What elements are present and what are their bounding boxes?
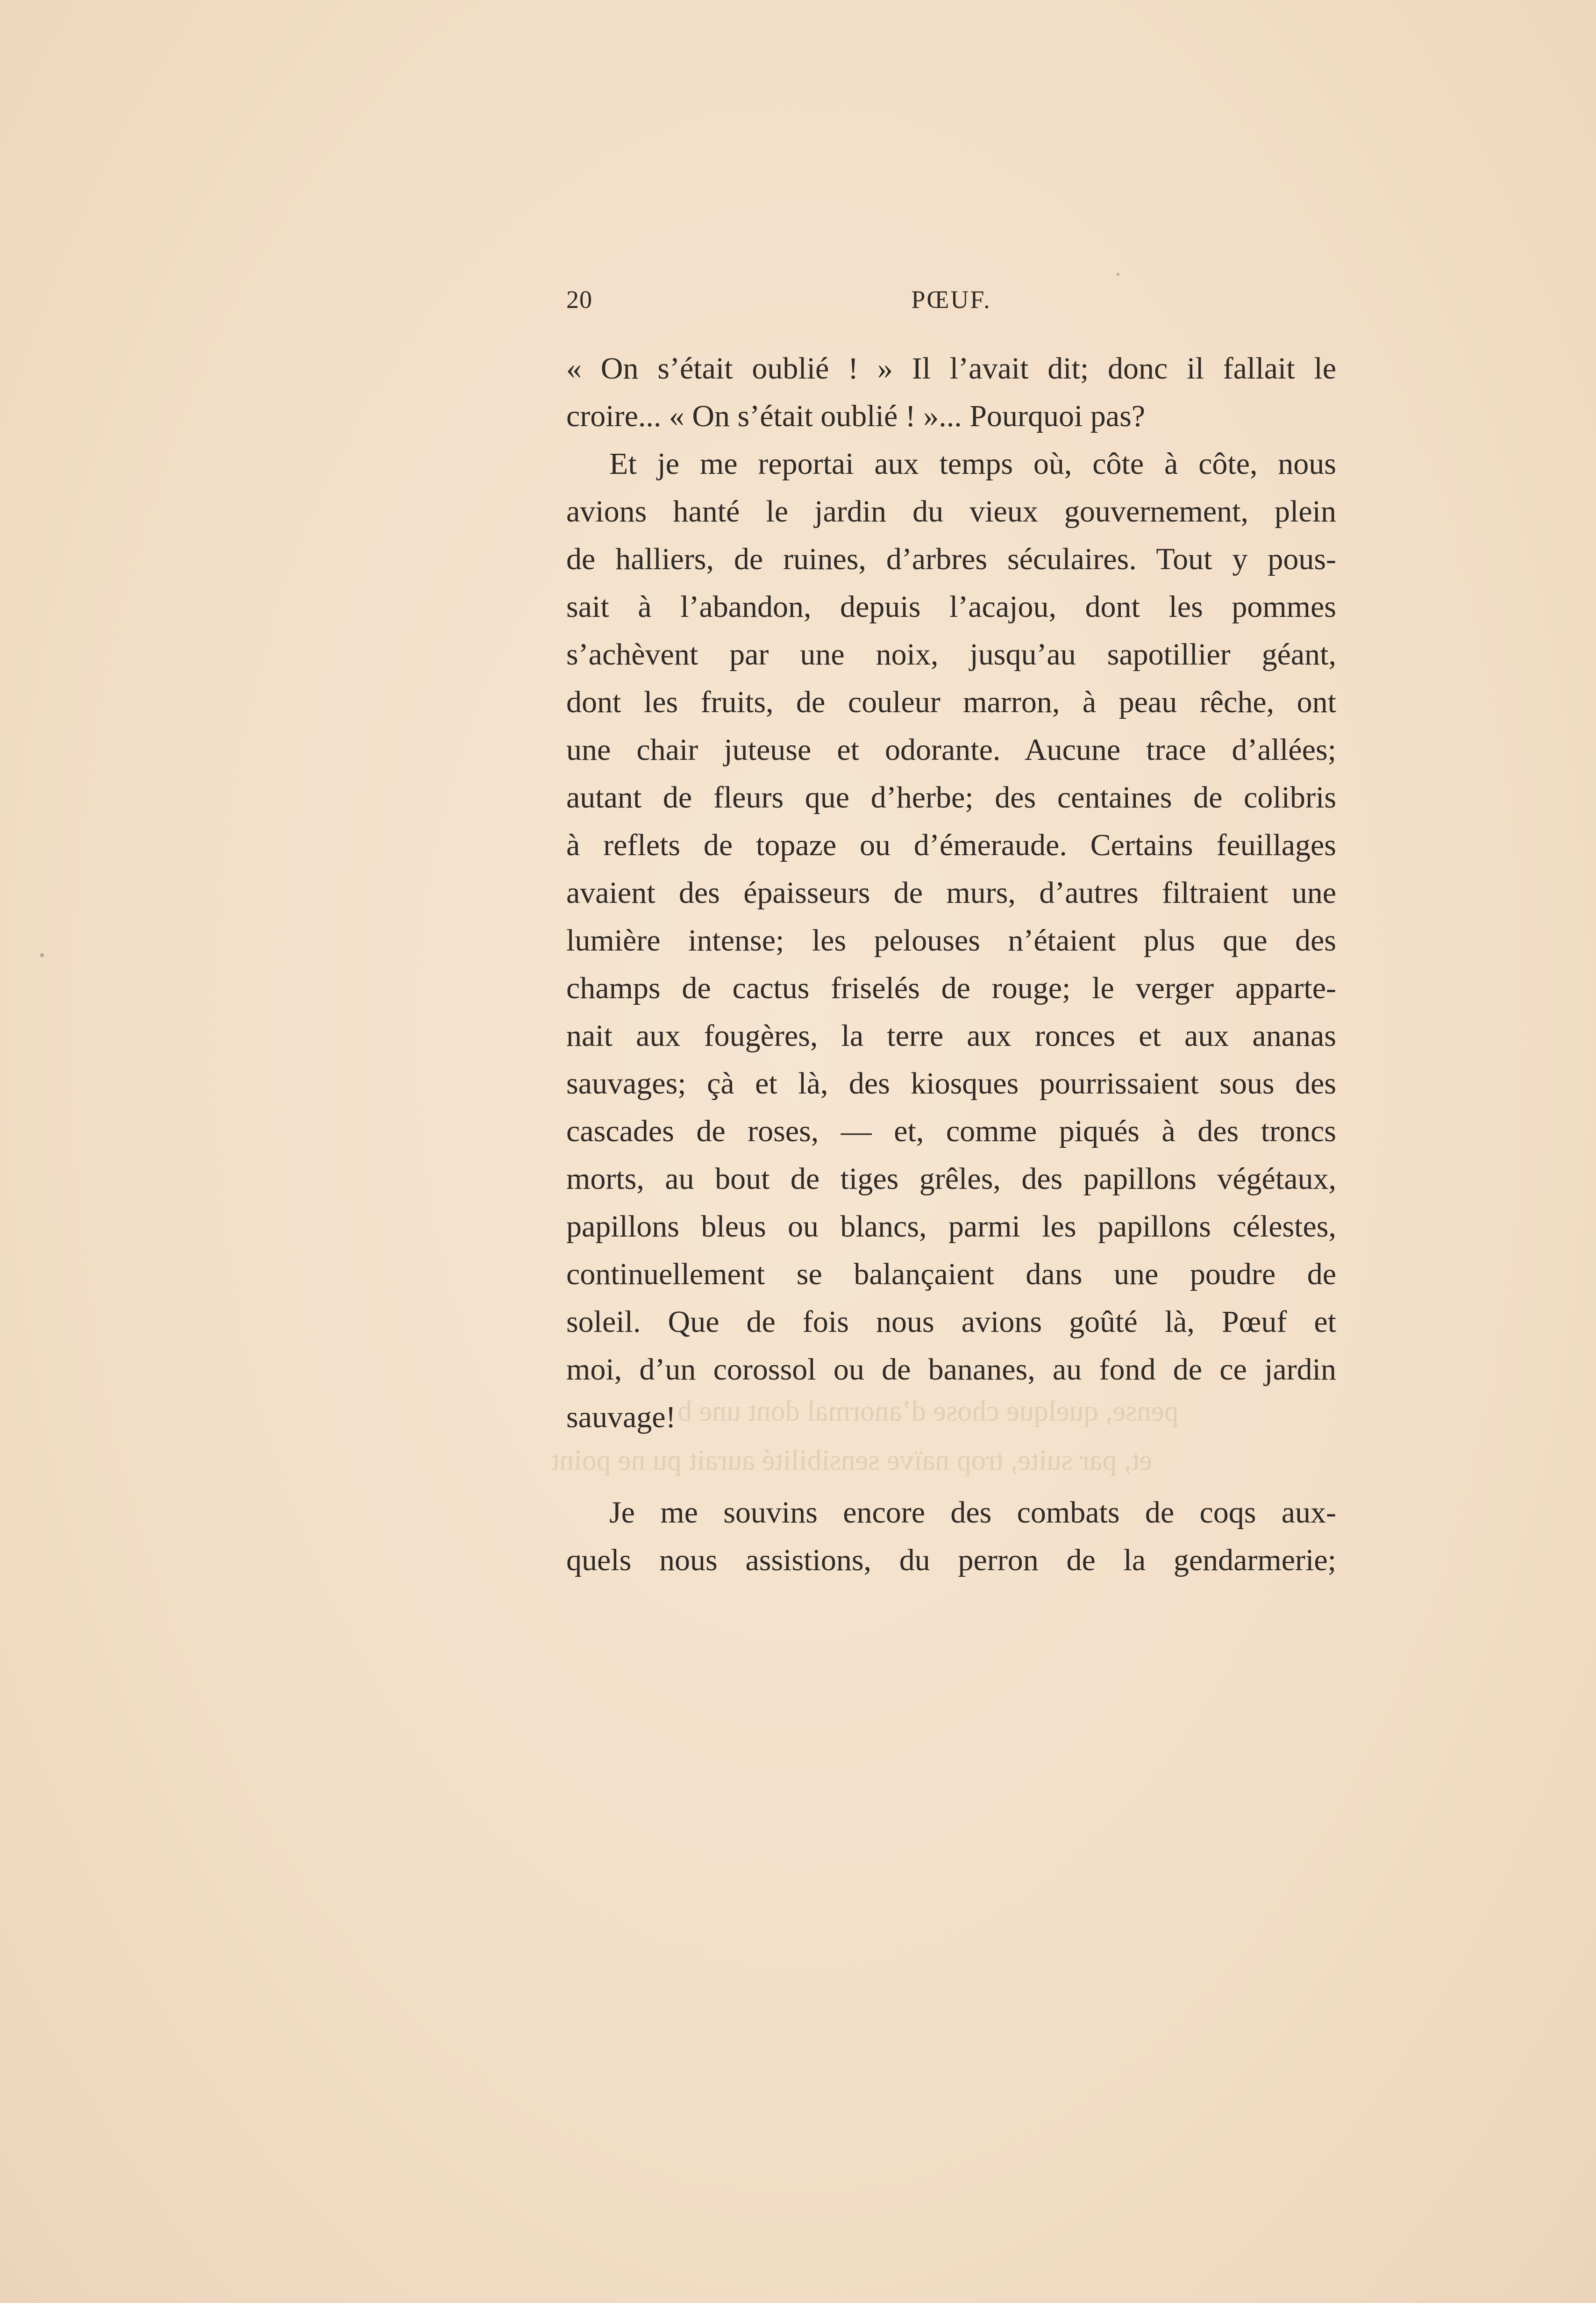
text-line: soleil. Que de fois nous avions goûté là, Pœuf et [566,1305,1336,1339]
text-line: s’achèvent par une noix, jusqu’au sapotillier géant, [566,637,1336,672]
text-line: avaient des épaisseurs de murs, d’autres filtraient une [566,876,1336,910]
text-line: quels nous assistions, du perron de la gendarmerie; [566,1543,1336,1577]
section-break [566,1441,1336,1489]
text-line: sait à l’abandon, depuis l’acajou, dont les pommes [566,590,1336,624]
show-through-line-2: et, par suite, trop naïve sensibilité aurait pu ne point [551,1445,1153,1476]
page-number: 20 [566,286,592,314]
text-line: Je me souvins encore des combats de coqs aux- [609,1495,1336,1530]
text-line: moi, d’un corossol ou de bananes, au fond de ce jardin [566,1352,1336,1387]
text-line: lumière intense; les pelouses n’étaient plus que des [566,923,1336,958]
body-text [566,345,1336,1584]
text-line: sauvage! [566,1400,676,1434]
show-through-line-1: pense, quelque chose d’anormal dont une b [677,1395,1179,1427]
text-line: papillons bleus ou blancs, parmi les papillons célestes, [566,1209,1336,1244]
paper-speck [1117,273,1119,276]
text-line: « On s’était oublié ! » Il l’avait dit; donc il fallait le [566,351,1336,386]
text-line: morts, au bout de tiges grêles, des papillons végétaux, [566,1162,1336,1196]
text-line: croire... « On s’était oublié ! »... Pourquoi pas? [566,399,1146,433]
text-line: une chair juteuse et odorante. Aucune trace d’allées; [566,733,1336,767]
text-line: dont les fruits, de couleur marron, à peau rêche, ont [566,685,1336,719]
running-head [566,285,1336,322]
text-line: Et je me reportai aux temps où, côte à côte, nous [609,447,1336,481]
text-line: sauvages; çà et là, des kiosques pourrissaient sous des [566,1066,1336,1101]
text-line: à reflets de topaze ou d’émeraude. Certains feuillages [566,828,1336,862]
text-line: cascades de roses, — et, comme piqués à des troncs [566,1114,1336,1148]
paper-speck [40,953,44,957]
text-line: continuellement se balançaient dans une poudre de [566,1257,1336,1291]
text-line: de halliers, de ruines, d’arbres séculaires. Tout y pous- [566,542,1336,576]
running-title: PŒUF. [911,286,991,314]
text-line: avions hanté le jardin du vieux gouvernement, plein [566,494,1336,529]
text-line: autant de fleurs que d’herbe; des centaines de colibris [566,780,1336,815]
text-line: champs de cactus friselés de rouge; le verger apparte- [566,971,1336,1005]
text-line: nait aux fougères, la terre aux ronces et aux ananas [566,1019,1336,1053]
